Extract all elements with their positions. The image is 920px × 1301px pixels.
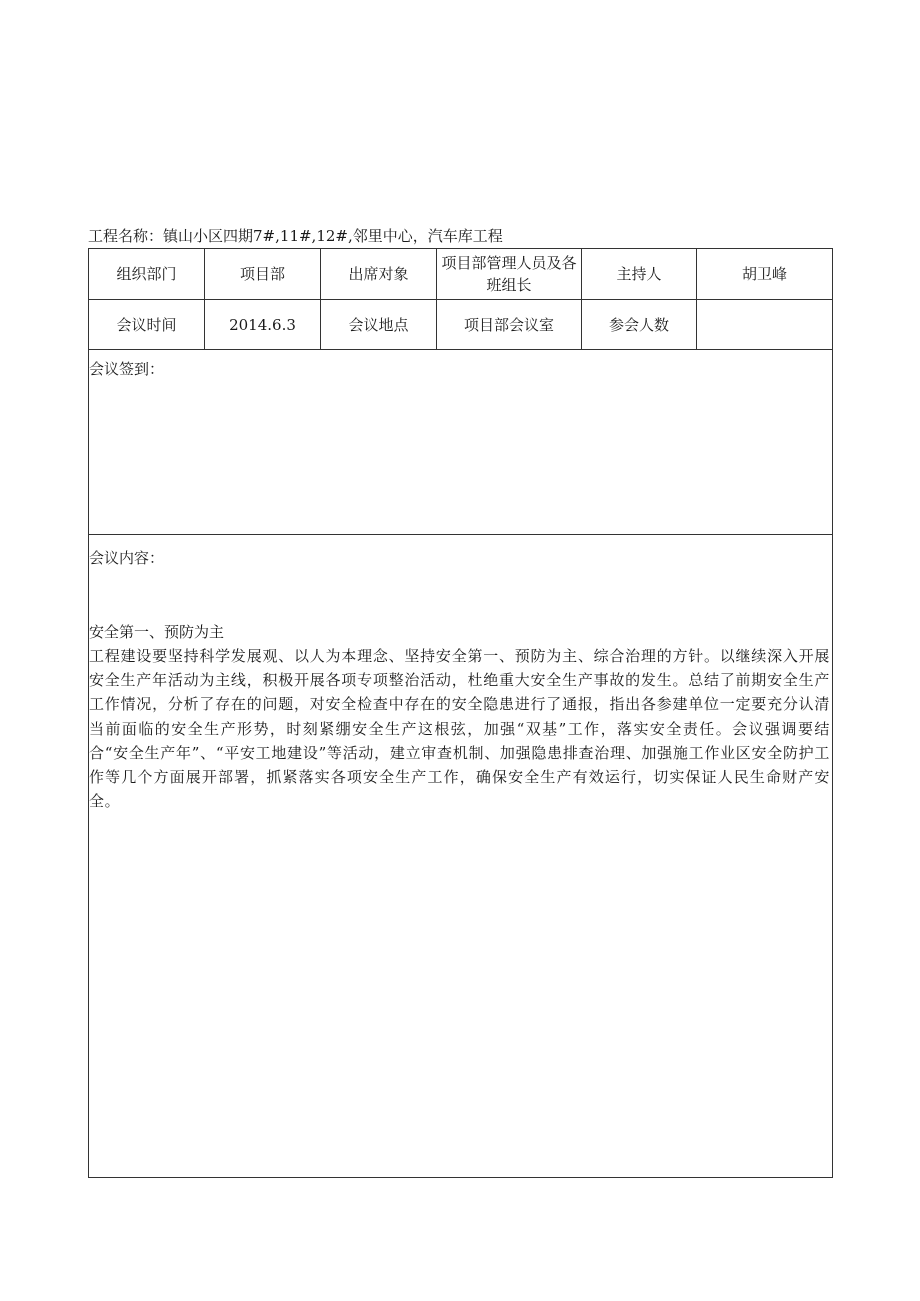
meeting-location-value: 项目部会议室 xyxy=(437,300,582,350)
host-label: 主持人 xyxy=(582,249,697,300)
sign-in-cell xyxy=(89,350,833,535)
sign-in-label: 会议签到： xyxy=(89,360,165,378)
project-name-value: 镇山小区四期7#,11#,12#,邻里中心，汽车库工程 xyxy=(163,227,503,245)
attendee-count-value xyxy=(697,300,833,350)
attendees-value: 项目部管理人员及各班组长 xyxy=(437,249,582,300)
meeting-time-label: 会议时间 xyxy=(89,300,205,350)
dept-label: 组织部门 xyxy=(89,249,205,300)
dept-value: 项目部 xyxy=(205,249,321,300)
meeting-location-label: 会议地点 xyxy=(321,300,437,350)
sign-in-row xyxy=(89,350,833,535)
attendees-label: 出席对象 xyxy=(321,249,437,300)
project-name-line xyxy=(88,226,503,246)
info-row xyxy=(89,300,833,350)
content-row xyxy=(89,535,833,1178)
host-value: 胡卫峰 xyxy=(697,249,833,300)
attendee-count-label: 参会人数 xyxy=(582,300,697,350)
meeting-record-table xyxy=(88,248,833,1178)
meeting-time-value: 2014.6.3 xyxy=(205,300,321,350)
content-cell xyxy=(89,535,833,1178)
content-heading: 安全第一、预防为主 xyxy=(89,623,225,641)
content-label: 会议内容： xyxy=(89,549,165,567)
content-body: 工程建设要坚持科学发展观、以人为本理念、坚持安全第一、预防为主、综合治理的方针。以继续深入开展安全生产年活动为主线，积极开展各项专项整治活动，杜绝重大安全生产事故的发生。总结了前期安全生产工作情况，分析了存在的问题，对安全检查中存在的安全隐患进行了通报，指出各参建单位一定要充分认清当前面临的安全生产形势，时刻紧绷安全生产这根弦，加强“双基”工作，落实安全责任。会议强调要结合“安全生产年”、“平安工地建设”等活动，建立审查机制、加强隐患排查治理、加强施工作业区安全防护工作等几个方面展开部署，抓紧落实各项安全生产工作，确保安全生产有效运行，切实保证人民生命财产安全。 xyxy=(89,647,830,811)
project-name-label: 工程名称： xyxy=(88,227,164,245)
header-row xyxy=(89,249,833,300)
